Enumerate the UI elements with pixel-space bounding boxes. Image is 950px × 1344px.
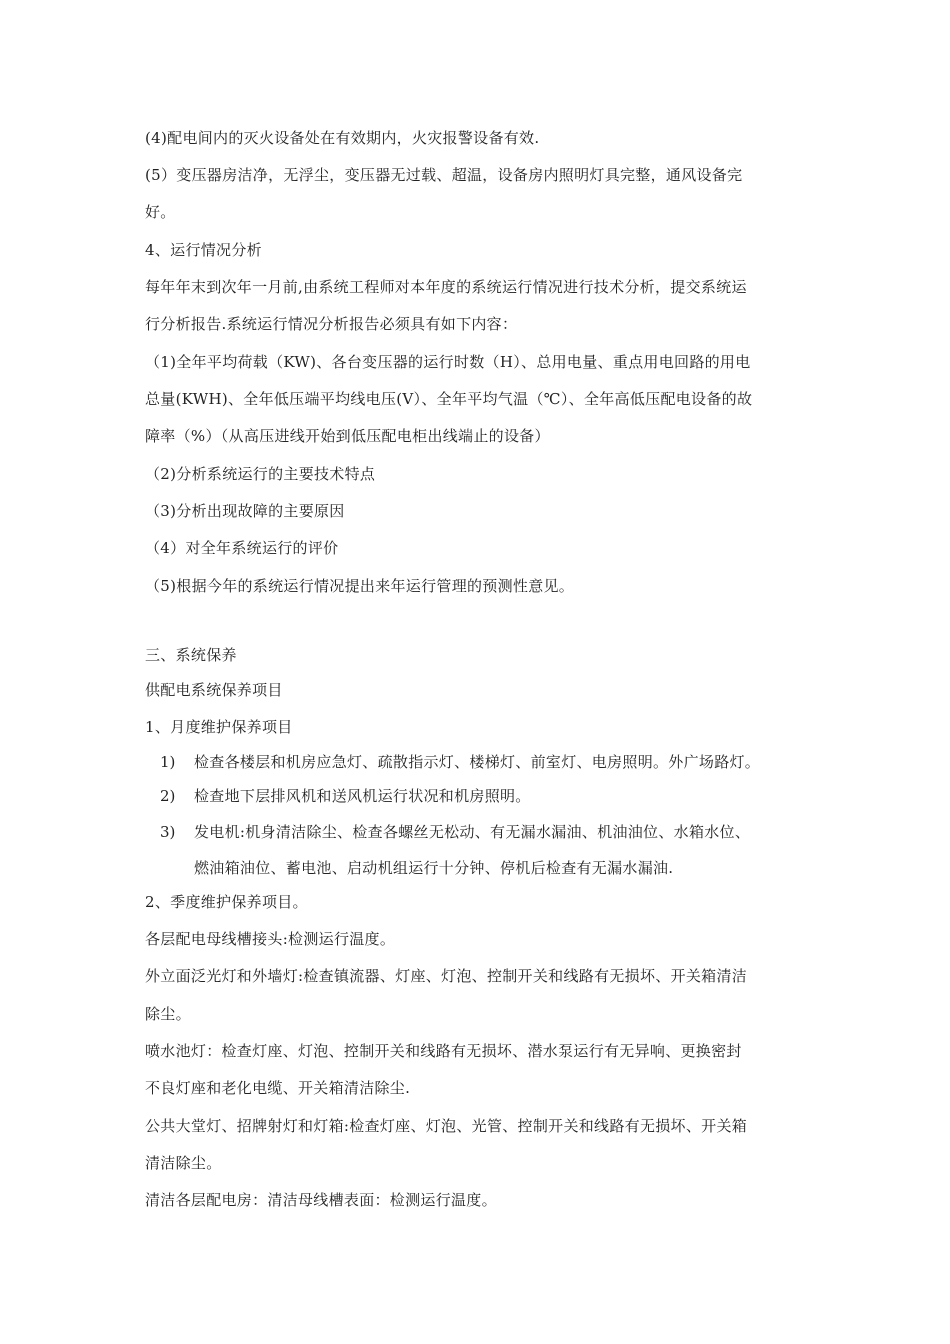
paragraph-transformer-room: (5）变压器房洁净，无浮尘，变压器无过载、超温，设备房内照明灯具完整，通风设备完 bbox=[145, 166, 743, 184]
subheading-quarterly: 2、季度维护保养项目。 bbox=[145, 893, 308, 911]
section-heading-operation-analysis: 4、运行情况分析 bbox=[145, 241, 262, 259]
section-heading-maintenance: 三、系统保养 bbox=[145, 646, 237, 664]
list-number-1: 1) bbox=[160, 753, 176, 771]
monthly-item-generator: 发电机:机身清洁除尘、检查各螺丝无松动、有无漏水漏油、机油油位、水箱水位、 bbox=[194, 823, 751, 841]
list-item-annual-load-cont: 总量(KWH)、全年低压端平均线电压(V）、全年平均气温（℃）、全年高低压配电设备的故 bbox=[145, 390, 753, 408]
list-item-annual-load: （1)全年平均荷载（KW)、各台变压器的运行时数（H）、总用电量、重点用电回路的用电 bbox=[145, 353, 751, 371]
monthly-item-fans: 检查地下层排风机和送风机运行状况和机房照明。 bbox=[194, 787, 531, 805]
quarterly-item-floodlights: 外立面泛光灯和外墙灯:检查镇流器、灯座、灯泡、控制开关和线路有无损坏、开关箱清洁 bbox=[145, 967, 748, 985]
list-item-forecast: （5)根据今年的系统运行情况提出来年运行管理的预测性意见。 bbox=[145, 577, 575, 595]
quarterly-item-distribution-rooms: 清洁各层配电房：清洁母线槽表面：检测运行温度。 bbox=[145, 1191, 497, 1209]
list-item-annual-load-cont2: 障率（%）（从高压进线开始到低压配电柜出线端止的设备） bbox=[145, 427, 550, 445]
subheading-monthly: 1、月度维护保养项目 bbox=[145, 718, 293, 736]
paragraph-fire-equipment: (4)配电间内的灭火设备处在有效期内，火灾报警设备有效. bbox=[145, 129, 540, 147]
quarterly-item-lobby-lights-cont: 清洁除尘。 bbox=[145, 1154, 222, 1172]
monthly-item-generator-cont: 燃油箱油位、蓄电池、启动机组运行十分钟、停机后检查有无漏水漏油. bbox=[194, 859, 674, 877]
monthly-item-lighting: 检查各楼层和机房应急灯、疏散指示灯、楼梯灯、前室灯、电房照明。外广场路灯。 bbox=[194, 753, 761, 771]
quarterly-item-fountain: 喷水池灯：检查灯座、灯泡、控制开关和线路有无损坏、潜水泵运行有无异响、更换密封 bbox=[145, 1042, 742, 1060]
subheading-supply-maintenance: 供配电系统保养项目 bbox=[145, 681, 283, 699]
list-item-technical-features: （2)分析系统运行的主要技术特点 bbox=[145, 465, 376, 483]
list-number-3: 3) bbox=[160, 823, 176, 841]
quarterly-item-busbar: 各层配电母线槽接头:检测运行温度。 bbox=[145, 930, 396, 948]
quarterly-item-fountain-cont: 不良灯座和老化电缆、开关箱清洁除尘. bbox=[145, 1079, 411, 1097]
list-item-fault-causes: （3)分析出现故障的主要原因 bbox=[145, 502, 345, 520]
paragraph-annual-analysis: 每年年末到次年一月前,由系统工程师对本年度的系统运行情况进行技术分析，提交系统运 bbox=[145, 278, 747, 296]
paragraph-annual-analysis-cont: 行分析报告.系统运行情况分析报告必须具有如下内容： bbox=[145, 315, 518, 333]
quarterly-item-lobby-lights: 公共大堂灯、招牌射灯和灯箱:检查灯座、灯泡、光管、控制开关和线路有无损坏、开关箱 bbox=[145, 1117, 748, 1135]
list-item-evaluation: （4）对全年系统运行的评价 bbox=[145, 539, 339, 557]
quarterly-item-floodlights-cont: 除尘。 bbox=[145, 1005, 191, 1023]
paragraph-transformer-room-cont: 好。 bbox=[145, 203, 176, 221]
list-number-2: 2) bbox=[160, 787, 176, 805]
